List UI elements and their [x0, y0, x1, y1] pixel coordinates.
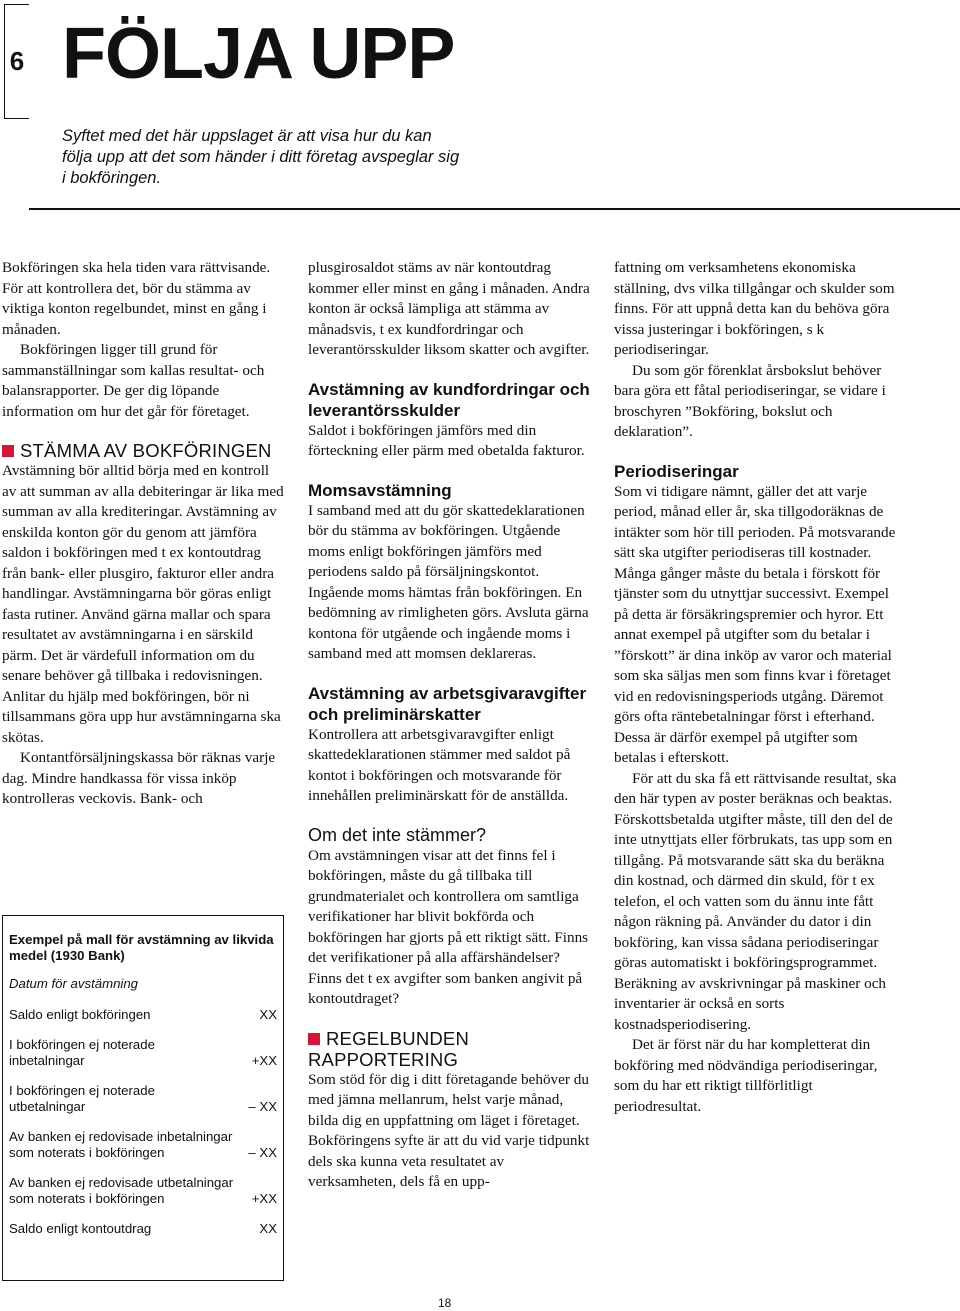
subheading: Avstämning av kundfordringar och leverantörsskulder: [308, 379, 590, 420]
row-label: Av banken ej redovisade utbetalningar som noterats i bokföringen: [9, 1175, 234, 1206]
section-heading-text: REGELBUNDEN RAPPORTERING: [308, 1027, 470, 1070]
paragraph: Bokföringen ligger till grund för sammanställningar som kallas resultat- och balansrapporter. De ger dig löpande information om hur det går för företaget.: [2, 341, 265, 420]
subheading: Avstämning av arbetsgivaravgifter och preliminärskatter: [308, 683, 587, 724]
paragraph: I samband med att du gör skattedeklarationen bör du stämma av bokföringen. Utgående moms enligt bokföringen jämförs med periodens saldo på försäljningskontot. Ingående moms hämtas från bokföringen. En bedömning av rimligheten görs. Avsluta gärna kontona för utgående och ingående moms i samband med att momsen deklareras.: [308, 501, 589, 662]
row-label: I bokföringen ej noterade inbetalningar: [9, 1037, 155, 1068]
paragraph: Bokföringen ska hela tiden vara rättvisande. För att kontrollera det, bör du stämma av viktiga konton regelbundet, minst en gång i månaden.: [2, 259, 271, 338]
row-value: +XX: [251, 1053, 277, 1068]
page-number: 18: [438, 1296, 452, 1310]
box-date-label: Datum för avstämning: [9, 976, 138, 991]
section-heading-text: STÄMMA AV BOKFÖRINGEN: [20, 440, 272, 461]
example-template-box: [2, 915, 284, 1281]
subheading: Om det inte stämmer?: [308, 824, 487, 845]
header-rule: [29, 208, 960, 210]
paragraph: Du som gör förenklat årsbokslut behöver bara göra ett fåtal periodiseringar, se vidare i broschyren ”Bokföring, bokslut och deklaration”.: [614, 361, 886, 440]
chapter-title: FÖLJA UPP: [62, 14, 455, 94]
paragraph: Som vi tidigare nämnt, gäller det att varje period, månad eller år, ska tillgodoräknas de intäkter som hör till perioden. På motsvarande sätt ska utgifter periodiseras till kostnader. Många gånger måste du betala i förskott för tjänster som du utnyttjar successivt. Exempel på detta är försäkringspremier och hyror. Ett annat exempel på utgifter som du betalar i ”förskott” är dina inköp av varor och material som ska säljas men som finns kvar i företaget vid en redovisningsperiods utgång. Däremot görs ofta räntebetalningar först i efterhand. Dessa är därför exempel på utgifter som betalas i efterskott.: [614, 482, 896, 766]
paragraph: För att du ska få ett rättvisande resultat, ska den här typen av poster beräknas och beaktas. Förskottsbetalda utgifter måste, till den del de inte utnyttjats eller förbrukats, tas upp som en tillgång. På motsvarande sätt ska du beräkna din kostnad, och därmed din skuld, för t ex telefon, el och vatten som du ännu inte fått någon räkning på. Använder du dator i din bokföring, kan vissa sådana periodiseringar göras automatiskt i bokföringsprogrammet. Beräkning av avskrivningar på maskiner och inventarier är också en sorts kostnadsperiodisering.: [614, 769, 897, 1033]
column-3: [614, 258, 900, 1117]
intro-text: Syftet med det här uppslaget är att visa hur du kan följa upp att det som händer i ditt företag avspeglar sig i bokföringen.: [62, 127, 460, 187]
row-label: Saldo enligt kontoutdrag: [9, 1221, 152, 1236]
row-label: Saldo enligt bokföringen: [9, 1007, 151, 1022]
red-square-icon: [2, 445, 14, 457]
paragraph: fattning om verksamhetens ekonomiska ställning, dvs vilka tillgångar och skulder som finns. För att uppnå detta kan du behöva göra vissa justeringar i bokföringen, s k periodiseringar.: [614, 259, 895, 358]
row-label: Av banken ej redovisade inbetalningar som noterats i bokföringen: [9, 1129, 233, 1160]
paragraph: Om avstämningen visar att det finns fel i bokföringen, måste du gå tillbaka till grundmaterialet och kontrollera om samtliga verifikationer har blivit bokförda och bokföringen har gjorts på ett riktigt sätt. Finns det verifikationer på alla affärshändelser? Finns det t ex avgifter som banken angivit på kontoutdraget?: [308, 846, 589, 1007]
paragraph: Kontantförsäljningskassa bör räknas varje dag. Mindre handkassa för vissa inköp kontrolleras veckovis. Bank- och: [2, 749, 276, 807]
table-row: [9, 1221, 277, 1237]
paragraph: Kontrollera att arbetsgivaravgifter enligt skattedeklarationen stämmer med saldot på kontot i bokföringen och motsvarande för innehållen preliminärskatt för de anställda.: [308, 725, 571, 804]
table-row: [9, 1083, 277, 1115]
table-row: [9, 1129, 277, 1161]
row-value: – XX: [248, 1099, 277, 1114]
table-row: [9, 1175, 277, 1207]
subheading: Momsavstämning: [308, 480, 452, 500]
paragraph: plusgirosaldot stäms av när kontoutdrag kommer eller minst en gång i månaden. Andra konton är också lämpliga att stämma av månadsvis, t ex kundfordringar och leverantörsskulder liksom skatter och avgifter.: [308, 259, 590, 358]
column-1: [2, 258, 284, 810]
subheading: Periodiseringar: [614, 461, 739, 481]
row-value: XX: [259, 1221, 277, 1236]
table-row: [9, 1007, 277, 1023]
section-heading-stamma-av: [2, 440, 284, 461]
paragraph: Det är först när du har kompletterat din bokföring med nödvändiga periodiseringar, som du har ett riktigt tillförlitligt periodresultat.: [614, 1036, 878, 1115]
paragraph: Som stöd för dig i ditt företagande behöver du med jämna mellanrum, helst varje månad, bilda dig en uppfattning om läget i företaget. Bokföringens syfte är att du vid varje tidpunkt dels ska kunna veta resultatet av verksamheten, dels få en upp-: [308, 1070, 590, 1190]
paragraph: Saldot i bokföringen jämförs med din förteckning eller pärm med obetalda fakturor.: [308, 421, 585, 459]
row-value: – XX: [248, 1145, 277, 1160]
row-value: XX: [259, 1007, 277, 1022]
row-label: I bokföringen ej noterade utbetalningar: [9, 1083, 155, 1114]
table-row: [9, 1037, 277, 1069]
chapter-number: 6: [4, 4, 29, 119]
column-2: [308, 258, 592, 1193]
red-square-icon: [308, 1033, 320, 1045]
box-title: Exempel på mall för avstämning av likvida medel (1930 Bank): [9, 932, 274, 963]
paragraph: Avstämning bör alltid börja med en kontroll av att summan av alla debiteringar är lika med summan av alla krediteringar. Avstämning av enskilda konton gör du genom att jämföra saldon i bokföringen med t ex kontoutdrag från bank- eller plusgiro, fakturor eller andra handlingar. Avstämningarna bör göras enligt fasta rutiner. Använd gärna mallar och spara resultatet av avstämningarna i en särskild pärm. Det är värdefull information om du senare behöver gå tillbaka i redovisningen. Anlitar du hjälp med bokföringen, bör ni tillsammans göra upp hur avstämningarna ska skötas.: [2, 462, 284, 746]
row-value: +XX: [251, 1191, 277, 1206]
section-heading-regelbunden: [308, 1028, 592, 1070]
